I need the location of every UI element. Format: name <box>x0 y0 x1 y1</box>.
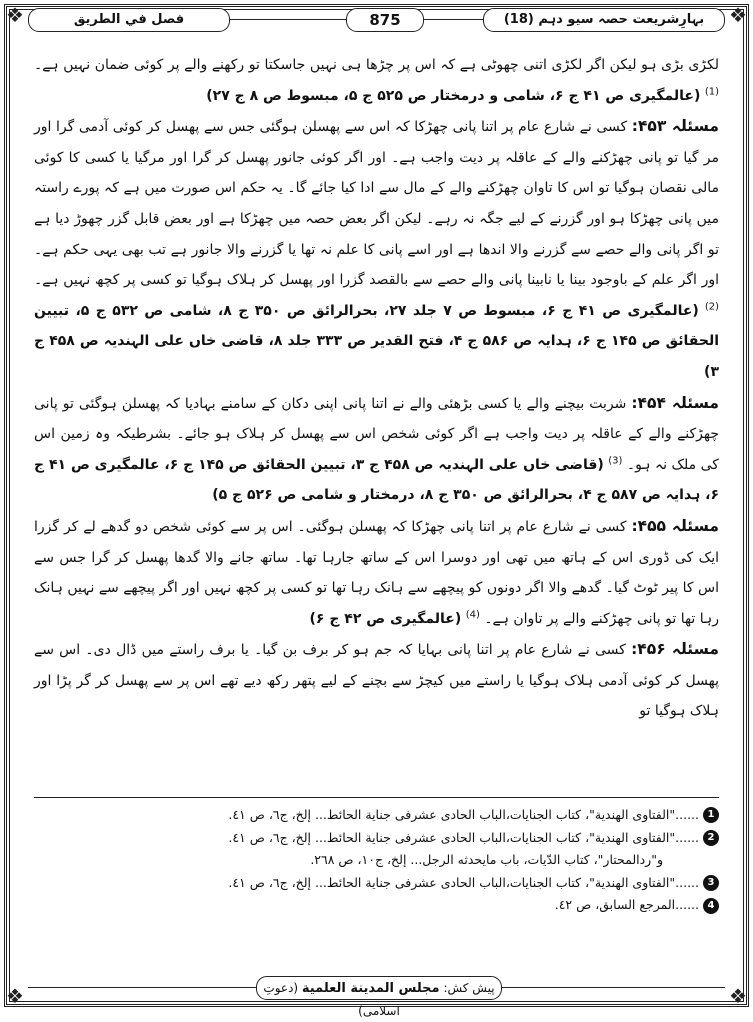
footer-suffix: (دعوتِ اسلامی) <box>263 981 400 1018</box>
reference: (عالمگیری ص ۴۱ ج ۶، شامی و درمختار ص ۵۲۵ ج ۵، مبسوط ص ۸ ج ۲۷) <box>206 87 701 104</box>
footnote <box>34 827 719 850</box>
footnote-number: 4 <box>703 898 719 914</box>
page-footer <box>28 975 725 1018</box>
publisher-badge <box>256 976 502 1018</box>
masala-paragraph: مسئلہ ۴۵۴: شربت بیچنے والے یا کسی بڑھئی والے نے اتنا پانی اپنی دکان کے سامنے بہادیا کہ پھسلن ہوگئی تو پانی چھڑکنے والے کے عاقلہ پر دیت واجب ہے اگر کوئی شخص اس سے پھسل کر ہلاک ہو جائے۔ بشرطیکہ وہ زمین اس کی ملک نہ ہو۔ $^{(3)}$ (قاضی خاں علی الہندیہ ص ۴۵۸ ج ۳، تبیین الحقائق ص ۱۴۵ ج ۶، عالمگیری ص ۴۱ ج ۶، ہدایہ ص ۵۸۷ ج ۴، بحرالرائق ص ۳۵۰ ج ۸، درمختار و شامی ص ۵۲۶ ج ۵) <box>34 393 719 504</box>
main-text <box>34 50 719 727</box>
footnote-marker: (2) <box>704 301 719 313</box>
page-header <box>28 8 725 34</box>
footnote-number: 2 <box>703 830 719 846</box>
footnote-marker: (1) <box>704 85 719 97</box>
footnote-number: 1 <box>703 807 719 823</box>
corner-ornament-icon: ❖ <box>6 984 24 1008</box>
masala-paragraph: مسئلہ ۴۵۵: کسی نے شارع عام پر اتنا پانی چھڑکا کہ پھسلن ہوگئی۔ اس پر سے کوئی شخص دو گدھے لے کر گزرا ایک کی ڈوری اس کے ہاتھ میں تھی اور دوسرا اس کے ساتھ جارہا تھا۔ ساتھ جانے والا گدھا پھسل کر گرا جس سے اس کا پیر ٹوٹ گیا۔ گدھے والا اگر دونوں کو پیچھے سے ہانک رہا تھا تو کسی پر کچھ نہیں اور اگر پیچھے سے نہیں ہانک رہا تھا تو پانی چھڑکنے والے پر تاوان ہے۔ $^{(4)}$ (عالمگیری ص ۴۲ ج ۶) <box>34 516 719 627</box>
footnote <box>34 804 719 827</box>
masala-paragraph: مسئلہ ۴۵۶: کسی نے شارع عام پر اتنا پانی بہایا کہ جم ہو کر برف بن گیا۔ یا برف راستے میں ڈال دی۔ اس سے پھسل کر کوئی آدمی ہلاک ہوگیا یا راستے میں کیچڑ سے بچنے کے لیے پتھر رکھ دیے تھے اس پر سے پھسل کر گر پڑا اور ہلاک ہوگیا تو <box>34 640 719 720</box>
footnote-number: 3 <box>703 875 719 891</box>
footnote <box>34 894 719 917</box>
footnote-text: و"ردالمحتار"، كتاب الدّيات، باب مايحدثه الرجل... إلخ، ج١٠، ص ٢٦٨. <box>310 852 663 868</box>
reference: (قاضی خاں علی الہندیہ ص ۴۵۸ ج ۳، تبیین الحقائق ص ۱۴۵ ج ۶، عالمگیری ص ۴۱ ج ۶، ہدایہ ص ۵۸۷ ج ۴، بحرالرائق ص ۳۵۰ ج ۸، درمختار و شامی ص ۵۲۶ ج ۵) <box>34 456 719 504</box>
paragraph: لکڑی بڑی ہو لیکن اگر لکڑی اتنی چھوٹی ہے کہ اس پر چڑھا ہی نہیں جاسکتا تو رکھنے والے پر کوئی ضمان نہیں ہے۔ $^{(1)}$ (عالمگیری ص ۴۱ ج ۶، شامی و درمختار ص ۵۲۵ ج ۵، مبسوط ص ۸ ج ۲۷) <box>34 57 719 104</box>
footnotes <box>34 804 719 917</box>
footer-prefix: پیش کش: <box>443 981 495 995</box>
footnote-text: ......المرجع السابق، ص ٤٢. <box>554 897 699 913</box>
masala-label: مسئلہ ۴۵۵: <box>631 516 719 535</box>
book-title: بہارِشریعت حصہ سیو دہم (18) <box>483 8 725 32</box>
masala-paragraph: مسئلہ ۴۵۳: کسی نے شارع عام پر اتنا پانی چھڑکا کہ اس سے پھسلن ہوگئی جس سے پھسل کر کوئی آدمی گرا اور مر گیا تو پانی چھڑکنے والے کے عاقلہ پر دیت واجب ہے۔ اور اگر کوئی جانور پھسل کر گرا اور مرگیا یا کسی کا کوئی مالی نقصان ہوگیا تو اس کا تاوان چھڑکنے والے کے مال سے ادا کیا جائے گا۔ یہ حکم اس صورت میں ہے کہ پورے راستہ میں پانی چھڑکا ہو اور گزرنے کے لیے جگہ نہ رہے۔ لیکن اگر بعض حصہ میں چھڑکا ہے اور بعض قابل گزر چھوڑ دیا ہے تو اگر پانی والے حصے سے گزرنے والا اندھا ہے اور اسے پانی کا علم نہ تھا یا گزرنے والا جانور ہے تب بھی یہی حکم ہے۔ اور اگر علم کے باوجود بینا یا نابینا پانی والے حصے سے بالقصد گزرا اور پھسل کر ہلاک ہوگیا تو کسی پر کچھ نہیں ہے۔ $^{(2)}$ (عالمگیری ص ۴۱ ج ۶، مبسوط ص ۷ جلد ۲۷، بحرالرائق ص ۳۵۰ ج ۸، شامی ص ۵۳۲ ج ۵، تبیین الحقائق ص ۱۴۵ ج ۶، ہدایہ ص ۵۸۶ ج ۴، فتح القدیر ص ۳۳۳ جلد ۸، قاضی خاں علی الہندیہ ص ۴۵۸ ج ۳) <box>34 117 720 380</box>
footnote-text: ......"الفتاوى الهندية"، كتاب الجنايات،الباب الحادى عشرفى جناية الحائط... إلخ، ج٦، ص ٤١. <box>228 874 699 890</box>
masala-label: مسئلہ ۴۵۴: <box>631 393 719 412</box>
footnote <box>34 872 719 895</box>
footnote-marker: (3) <box>608 455 623 467</box>
masala-label: مسئلہ ۴۵۳: <box>631 117 719 136</box>
footnote-divider <box>34 797 719 798</box>
reference: (عالمگیری ص ۴۲ ج ۶) <box>309 610 462 627</box>
corner-ornament-icon: ❖ <box>729 984 747 1008</box>
publisher-name: مجلس المدينة العلمية <box>301 981 440 996</box>
corner-ornament-icon: ❖ <box>729 3 747 27</box>
footnote-text: ......"الفتاوى الهندية"، كتاب الجنايات،الباب الحادى عشرفى جناية الحائط... إلخ، ج٦، ص ٤١. <box>228 829 699 845</box>
footnote-continuation <box>34 849 719 872</box>
footnote-marker: (4) <box>465 609 480 621</box>
corner-ornament-icon: ❖ <box>6 3 24 27</box>
footnote-text: ......"الفتاوى الهندية"، كتاب الجنايات،الباب الحادى عشرفى جناية الحائط... إلخ، ج٦، ص ٤١. <box>228 807 699 822</box>
masala-label: مسئلہ ۴۵۶: <box>631 640 719 659</box>
reference: (عالمگیری ص ۴۱ ج ۶، مبسوط ص ۷ جلد ۲۷، بحرالرائق ص ۳۵۰ ج ۸، شامی ص ۵۳۲ ج ۵، تبیین الحقائق ص ۱۴۵ ج ۶، ہدایہ ص ۵۸۶ ج ۴، فتح القدیر ص ۳۳۳ جلد ۸، قاضی خاں علی الہندیہ ص ۴۵۸ ج ۳) <box>34 302 720 380</box>
section-title: فصل في الطريق <box>28 8 230 32</box>
page-number: 875 <box>346 8 424 32</box>
